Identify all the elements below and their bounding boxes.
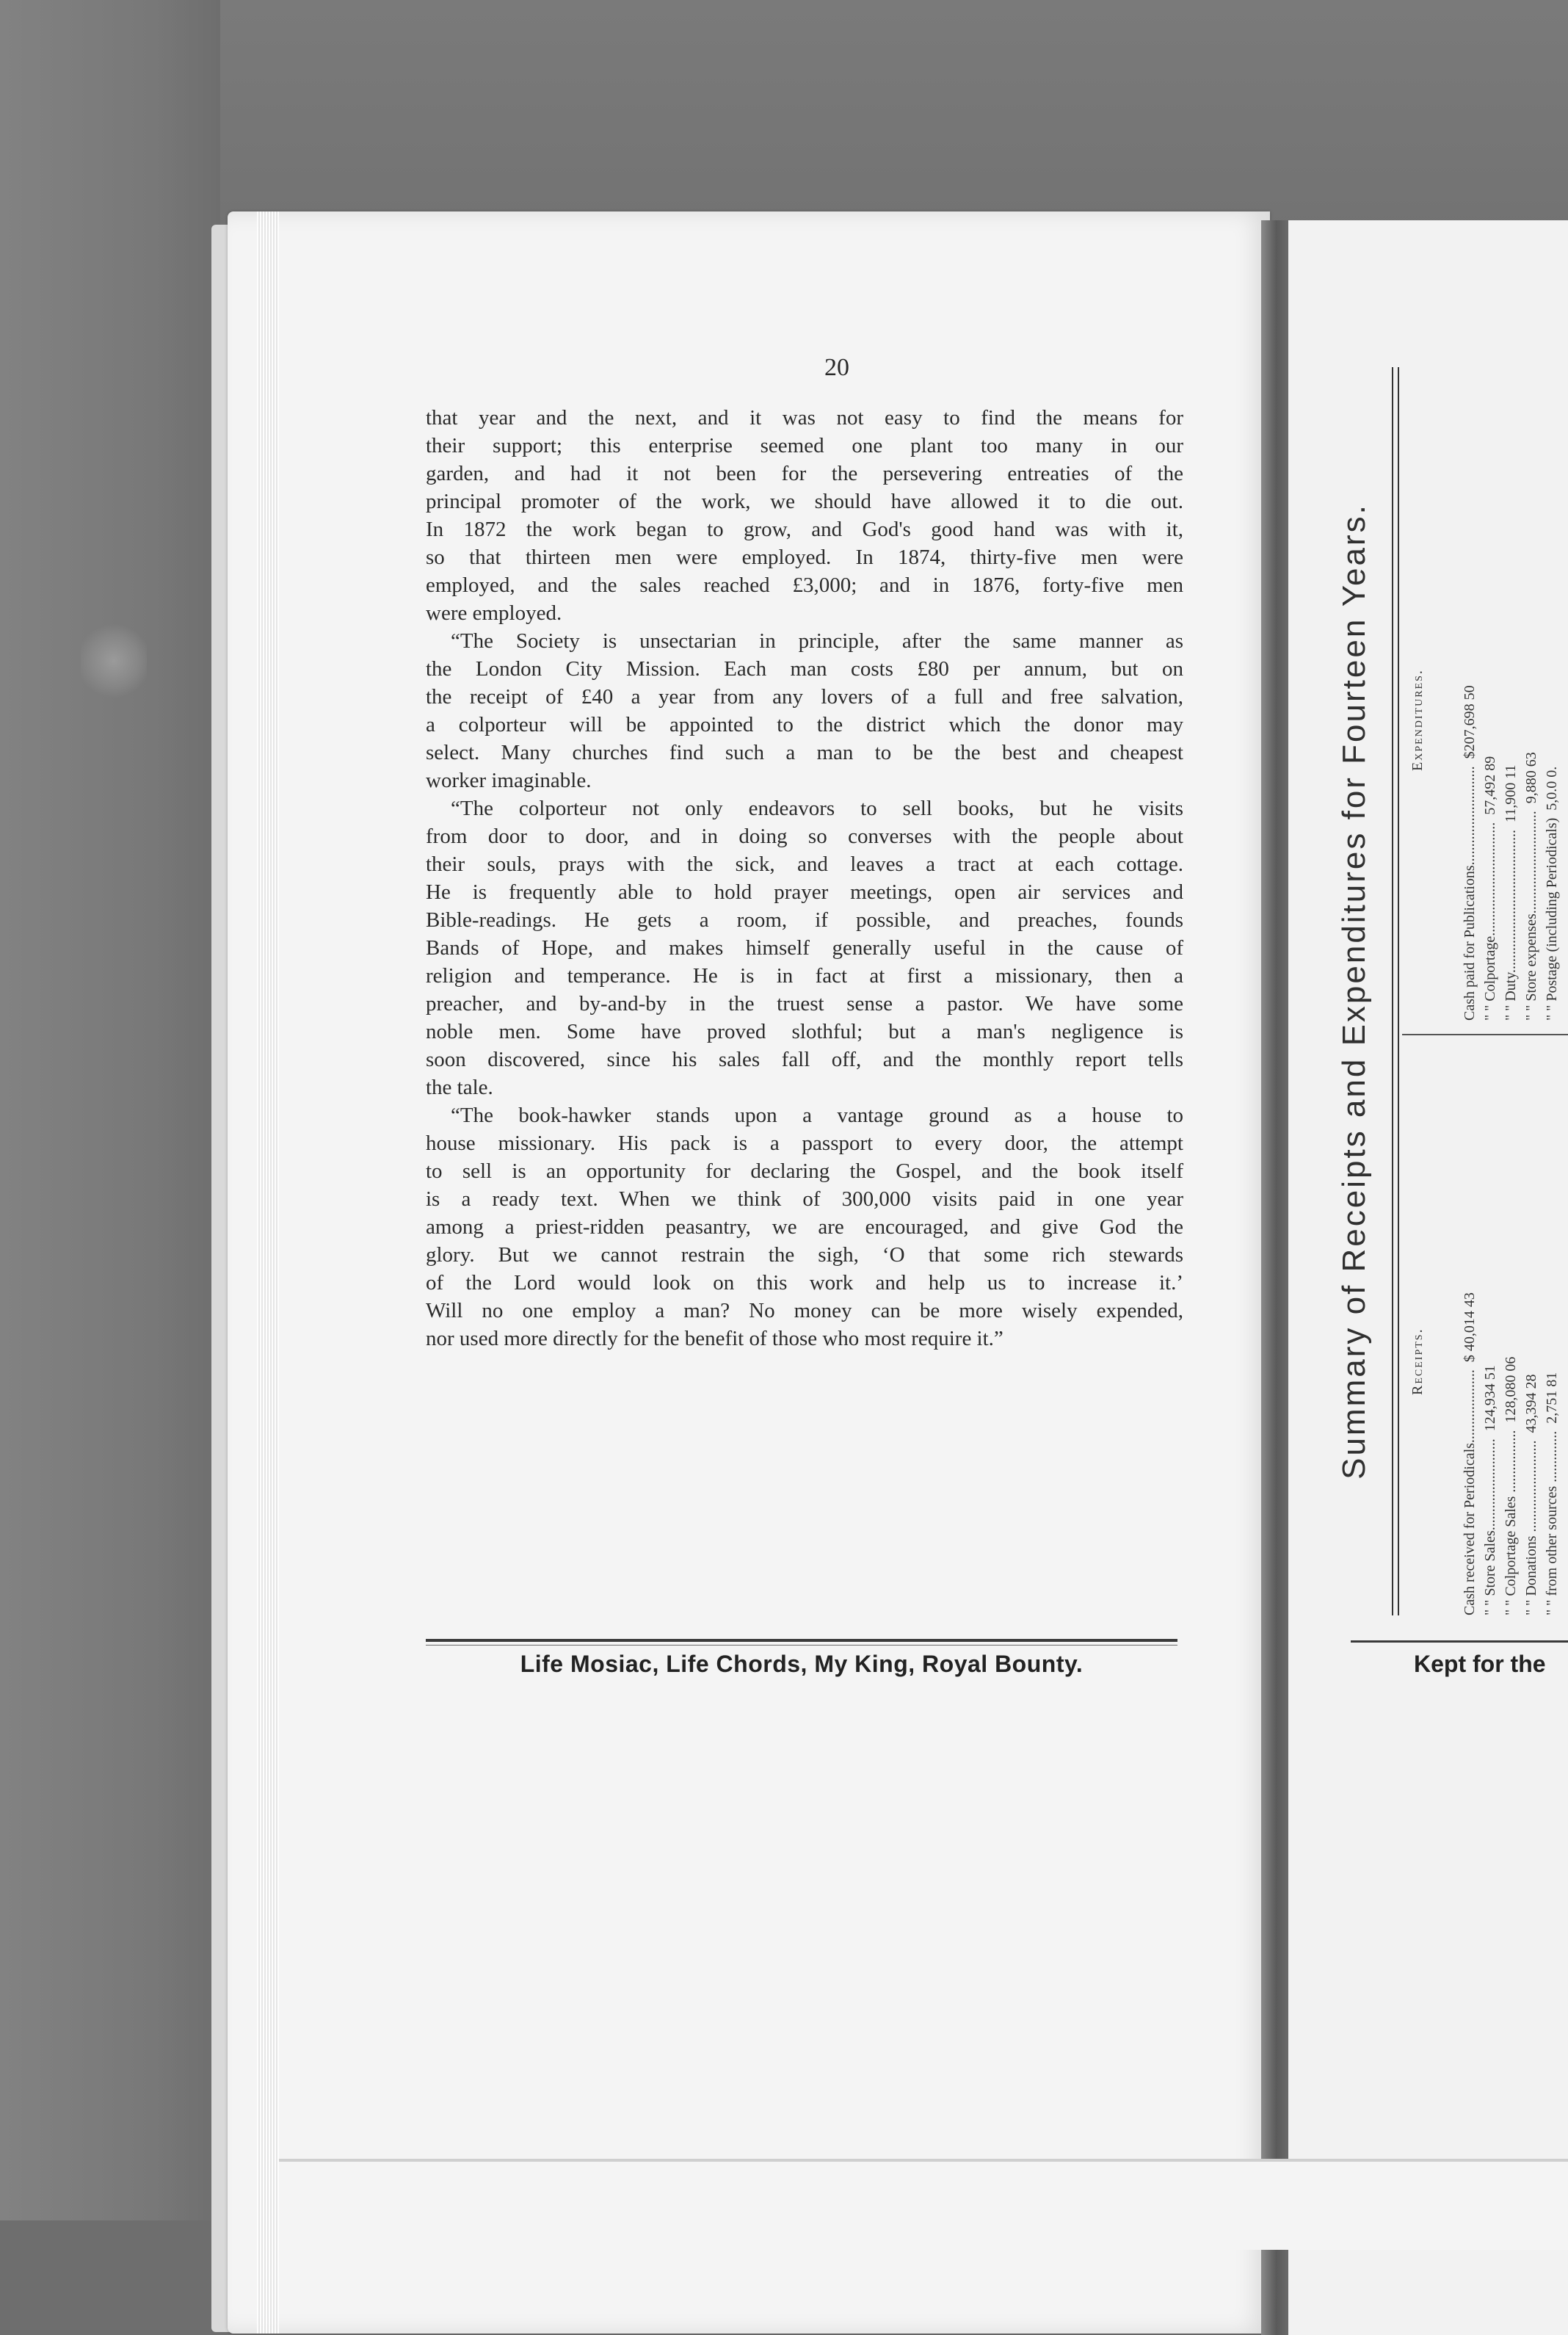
row-amount: 128,080 06	[1503, 1356, 1519, 1423]
body-line: Bands of Hope, and makes himself generally useful in the cause of	[426, 936, 1183, 960]
body-line: their souls, prays with the sick, and leaves a tract at each cottage.	[426, 852, 1183, 876]
page-stack-edge	[257, 211, 279, 2334]
row-amount: 2,751 81	[1544, 1372, 1560, 1424]
table-row	[1461, 685, 1478, 1021]
body-line: religion and temperance. He is in fact at first a missionary, then a	[426, 964, 1183, 988]
body-line: among a priest-ridden peasantry, we are encouraged, and give God the	[426, 1215, 1183, 1239]
summary-title-rule	[1392, 367, 1399, 1615]
next-page-edge	[279, 2159, 1568, 2250]
body-text	[426, 404, 1183, 1353]
table-row	[1522, 1374, 1540, 1615]
footer-advert-title: Life Mosiac, Life Chords, My King, Royal Bounty.	[520, 1651, 1084, 1677]
body-line: He is frequently able to hold prayer meetings, open air services and	[426, 880, 1183, 904]
body-line: so that thirteen men were employed. In 1874, thirty-five men were	[426, 546, 1183, 569]
expenditures-heading: Expenditures.	[1409, 669, 1426, 771]
row-amount: 57,492 89	[1482, 756, 1498, 815]
row-label: " " Duty.......................................	[1503, 829, 1519, 1021]
row-amount: 124,934 51	[1482, 1365, 1498, 1432]
right-footer-text: Kept for the	[1414, 1651, 1546, 1677]
summary-title: Summary of Receipts and Expenditures for Fourteen Years.	[1336, 503, 1372, 1480]
row-label: " " Store Sales.........................	[1482, 1438, 1498, 1615]
row-label: Cash paid for Publications...........................	[1462, 766, 1478, 1021]
body-line: “The Society is unsectarian in principle, after the same manner as	[451, 629, 1183, 653]
body-line: glory. But we cannot restrain the sigh, ‘O that some rich stewards	[426, 1243, 1183, 1267]
right-footer-rule	[1351, 1640, 1568, 1643]
body-line: “The colporteur not only endeavors to sell books, but he visits	[451, 797, 1183, 820]
page-number: 20	[824, 354, 849, 381]
body-line: to sell is an opportunity for declaring the Gospel, and the book itself	[426, 1159, 1183, 1183]
body-line: principal promoter of the work, we should have allowed it to die out.	[426, 490, 1183, 513]
table-row	[1502, 764, 1520, 1021]
body-line: garden, and had it not been for the persevering entreaties of the	[426, 462, 1183, 485]
body-line: soon discovered, since his sales fall off, and the monthly report tells	[426, 1048, 1183, 1071]
scan-smudge	[81, 624, 147, 698]
row-label: " " Store expenses............................	[1523, 811, 1539, 1021]
body-line: nor used more directly for the benefit of those who most require it.”	[426, 1327, 1003, 1350]
body-line: In 1872 the work began to grow, and God's good hand was with it,	[426, 518, 1183, 541]
table-row	[1543, 767, 1561, 1021]
body-line: worker imaginable.	[426, 769, 592, 792]
row-label: Cash received for Periodicals....................	[1462, 1369, 1478, 1615]
body-line: the London City Mission. Each man costs £80 per annum, but on	[426, 657, 1183, 681]
footer-rule	[426, 1639, 1177, 1642]
scan-background-left	[0, 0, 220, 2220]
body-line: is a ready text. When we think of 300,000 visits paid in one year	[426, 1187, 1183, 1211]
table-row	[1481, 1365, 1499, 1615]
receipts-heading: Receipts.	[1409, 1328, 1426, 1395]
body-line: employed, and the sales reached £3,000; and in 1876, forty-five men	[426, 573, 1183, 597]
row-amount: 5,0.0 0.	[1544, 766, 1560, 811]
body-line: “The book-hawker stands upon a vantage ground as a house to	[451, 1104, 1183, 1127]
footer-rule-thin	[426, 1645, 1177, 1646]
table-row	[1502, 1357, 1520, 1615]
body-line: preacher, and by-and-by in the truest sense a pastor. We have some	[426, 992, 1183, 1016]
body-line: were employed.	[426, 601, 562, 625]
body-line: the receipt of £40 a year from any lovers of a full and free salvation,	[426, 685, 1183, 709]
row-label: " " from other sources ..............	[1544, 1430, 1560, 1615]
body-line: house missionary. His pack is a passport to every door, the attempt	[426, 1132, 1183, 1155]
body-line: their support; this enterprise seemed one plant too many in our	[426, 434, 1183, 457]
table-row	[1461, 1292, 1478, 1615]
body-line: that year and the next, and it was not easy to find the means for	[426, 406, 1183, 430]
row-amount: 11,900 11	[1503, 764, 1519, 822]
table-row	[1522, 752, 1540, 1021]
row-label: " " Colportage Sales .................	[1503, 1430, 1519, 1615]
row-amount: 43,394 28	[1523, 1374, 1539, 1433]
summary-table-rotated	[1336, 367, 1568, 1615]
row-amount: $207,698 50	[1462, 685, 1478, 759]
body-line: from door to door, and in doing so converses with the people about	[426, 825, 1183, 848]
body-line: of the Lord would look on this work and help us to increase it.’	[426, 1271, 1183, 1295]
table-row	[1543, 1372, 1561, 1615]
body-line: a colporteur will be appointed to the district which the donor may	[426, 713, 1183, 736]
body-line: select. Many churches find such a man to be the best and cheapest	[426, 741, 1183, 764]
table-row	[1481, 756, 1499, 1021]
body-line: the tale.	[426, 1076, 493, 1099]
row-amount: 9,880 63	[1523, 752, 1539, 804]
body-line: noble men. Some have proved slothful; but a man's negligence is	[426, 1020, 1183, 1043]
row-label: " " Donations .........................	[1523, 1440, 1539, 1615]
body-line: Will no one employ a man? No money can be more wisely expended,	[426, 1299, 1183, 1322]
body-line: Bible-readings. He gets a room, if possible, and preaches, founds	[426, 908, 1183, 932]
row-label: " " Postage (including Periodicals)	[1544, 817, 1560, 1021]
row-amount: $ 40,014 43	[1462, 1292, 1478, 1363]
row-label: " " Colportage...............................	[1482, 822, 1498, 1021]
column-divider	[1402, 1034, 1568, 1035]
